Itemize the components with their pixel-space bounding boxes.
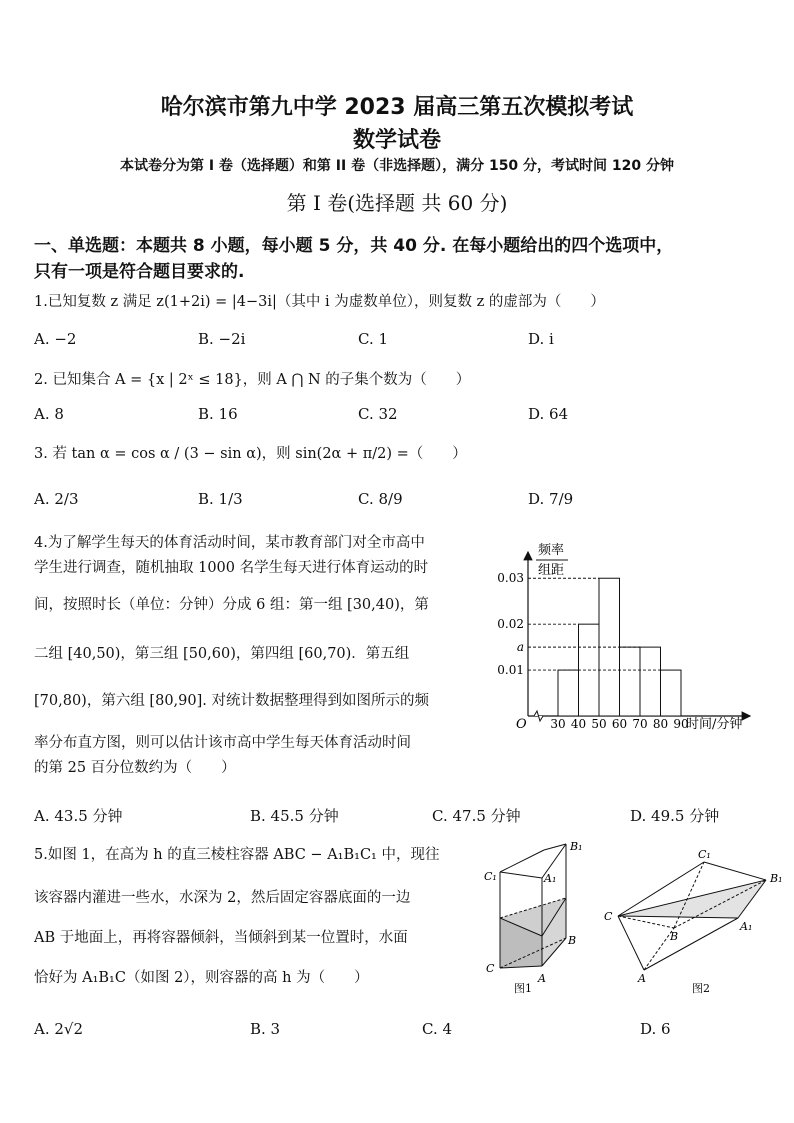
origin-label: O — [516, 717, 527, 732]
svg-text:C₁: C₁ — [484, 870, 497, 883]
question-4-line-6: 率分布直方图，则可以估计该市高中学生每天体育活动时间 — [34, 735, 411, 751]
svg-text:B₁: B₁ — [570, 842, 583, 853]
x-tick-label: 90 — [673, 717, 689, 731]
question-4-option-b: B. 45.5 分钟 — [250, 807, 339, 825]
histogram-bar — [558, 670, 579, 716]
question-1-option-a: A. −2 — [34, 330, 77, 348]
question-5-option-d: D. 6 — [640, 1020, 671, 1038]
y-label-top: 频率 — [538, 543, 565, 558]
exam-notice: 本试卷分为第 I 卷（选择题）和第 II 卷（非选择题），满分 150 分，考试时间 120 分钟 — [119, 158, 675, 174]
y-tick-label: 0.03 — [497, 571, 524, 586]
question-3-option-d: D. 7/9 — [528, 490, 574, 508]
x-tick-label: 40 — [570, 717, 587, 731]
y-label-bottom: 组距 — [538, 563, 565, 578]
question-2-option-b: B. 16 — [198, 405, 238, 423]
x-tick-label: 70 — [632, 717, 648, 731]
y-tick-label: 0.02 — [497, 617, 524, 632]
question-5-option-b: B. 3 — [250, 1020, 281, 1038]
figure-2-tilted-prism — [604, 848, 783, 995]
question-5-line-3: AB 于地面上，再将容器倾斜，当倾斜到某一位置时，水面 — [34, 930, 408, 946]
x-tick-label: 30 — [550, 717, 566, 731]
question-1-option-d: D. i — [528, 330, 554, 348]
question-1-option-b: B. −2i — [198, 330, 246, 348]
question-1-stem: 1.已知复数 z 满足 z(1+2i) = |4−3i|（其中 i 为虚数单位），则复数 z 的虚部为（ ） — [34, 294, 605, 310]
svg-text:A₁: A₁ — [544, 872, 557, 885]
section-heading-line2: 只有一项是符合题目要求的. — [34, 262, 245, 282]
question-3-option-b: B. 1/3 — [198, 490, 243, 508]
svg-text:A₁: A₁ — [740, 920, 753, 933]
question-2-option-d: D. 64 — [528, 405, 569, 423]
question-4-line-3: 间，按照时长（单位：分钟）分成 6 组：第一组 [30,40)，第 — [34, 597, 429, 613]
question-5-option-c: C. 4 — [422, 1020, 453, 1038]
question-3-option-a: A. 2/3 — [34, 490, 79, 508]
x-tick-label: 50 — [591, 717, 607, 731]
svg-text:B: B — [670, 930, 679, 943]
svg-text:B₁: B₁ — [770, 872, 783, 885]
question-4-line-4: 二组 [40,50)，第三组 [50,60)，第四组 [60,70)．第五组 — [34, 646, 410, 662]
y-tick-label: a — [516, 640, 524, 655]
axis-break-icon — [534, 711, 543, 721]
question-1-option-c: C. 1 — [358, 330, 389, 348]
exam-title: 哈尔滨市第九中学 2023 届高三第五次模拟考试 — [160, 95, 634, 120]
question-2-stem: 2. 已知集合 A = {x | 2ˣ ≤ 18}，则 A ⋂ N 的子集个数为（ ） — [34, 372, 471, 388]
question-4-line-2: 学生进行调查，随机抽取 1000 名学生每天进行体育运动的时 — [34, 560, 429, 576]
prism-figures-svg — [478, 842, 788, 1002]
x-tick-label: 60 — [611, 717, 628, 731]
question-2-option-c: C. 32 — [358, 405, 398, 423]
question-3-stem: 3. 若 tan α = cos α / (3 − sin α)，则 sin(2α + π/2) =（ ） — [34, 446, 467, 462]
question-5-line-2: 该容器内灌进一些水，水深为 2，然后固定容器底面的一边 — [34, 890, 411, 906]
svg-text:B: B — [568, 934, 577, 947]
histogram-bar — [661, 670, 682, 716]
question-4-option-d: D. 49.5 分钟 — [630, 807, 720, 825]
histogram-bar — [640, 647, 661, 716]
prism-figures — [478, 842, 788, 1002]
part-title: 第 I 卷(选择题 共 60 分) — [286, 191, 508, 215]
svg-text:C: C — [486, 962, 495, 975]
svg-text:C₁: C₁ — [698, 848, 711, 861]
svg-text:A: A — [638, 972, 646, 985]
histogram-bar — [620, 647, 641, 716]
question-3-option-c: C. 8/9 — [358, 490, 403, 508]
question-4-option-a: A. 43.5 分钟 — [34, 807, 123, 825]
svg-text:A: A — [538, 972, 546, 985]
x-axis-label: 时间/分钟 — [686, 717, 743, 732]
question-4-line-5: [70,80)，第六组 [80,90]. 对统计数据整理得到如图所示的频 — [34, 693, 429, 709]
section-heading-line1: 一、单选题：本题共 8 小题，每小题 5 分，共 40 分. 在每小题给出的四个选项中， — [34, 236, 674, 256]
question-4-line-1: 4.为了解学生每天的体育活动时间，某市教育部门对全市高中 — [34, 535, 425, 551]
question-4-option-c: C. 47.5 分钟 — [432, 807, 521, 825]
question-5-line-1: 5.如图 1，在高为 h 的直三棱柱容器 ABC − A₁B₁C₁ 中，现往 — [34, 847, 440, 863]
question-5-option-a: A. 2√2 — [34, 1020, 84, 1038]
question-5-line-4: 恰好为 A₁B₁C（如图 2），则容器的高 h 为（ ） — [34, 970, 369, 986]
svg-text:C: C — [604, 910, 613, 923]
frequency-histogram — [488, 538, 778, 738]
exam-subtitle: 数学试卷 — [352, 128, 441, 153]
question-4-line-7: 的第 25 百分位数约为（ ） — [34, 760, 236, 776]
figure-1-upright-prism — [484, 842, 583, 995]
histogram-svg — [488, 538, 778, 738]
y-tick-label: 0.01 — [497, 663, 524, 678]
figure-1-caption: 图1 — [514, 982, 532, 995]
x-tick-label: 80 — [652, 717, 669, 731]
question-2-option-a: A. 8 — [34, 405, 64, 423]
figure-2-caption: 图2 — [692, 982, 710, 995]
